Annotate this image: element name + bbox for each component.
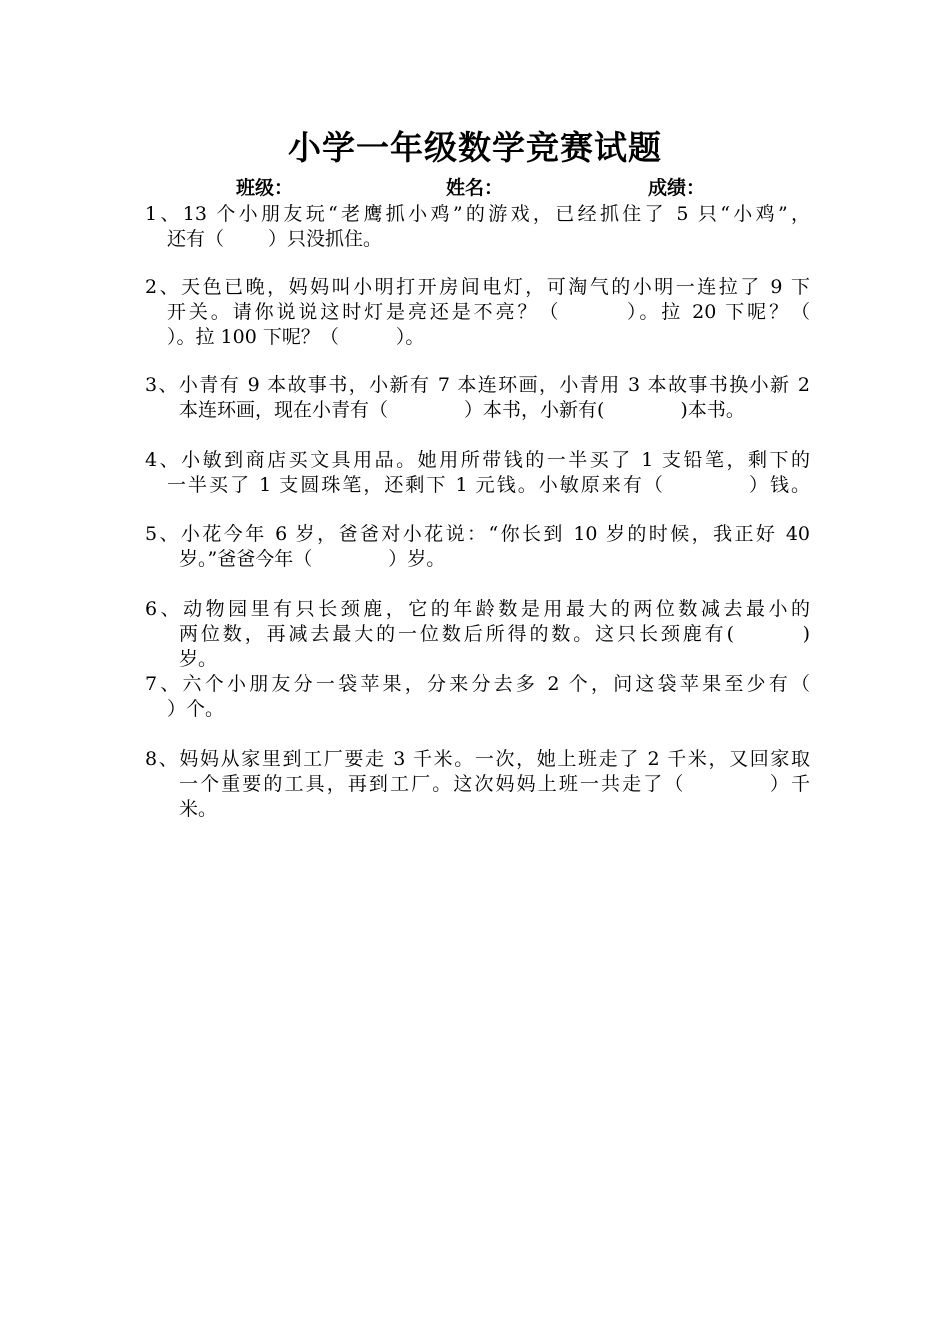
question-3: [145, 373, 810, 423]
question-1: [145, 202, 810, 252]
question-7-line-2: ）个。: [167, 698, 225, 720]
question-2-line-2: 开关。请你说说这时灯是亮还是不亮？（ ）。拉 20 下呢？（: [167, 301, 810, 323]
question-1-line-1: 1、13 个小朋友玩“老鹰抓小鸡”的游戏，已经抓住了 5 只“小鸡”，: [145, 203, 810, 225]
question-1-line-2: 还有（ ）只没抓住。: [167, 228, 383, 250]
question-5-line-2: 岁。”爸爸今年（ ）岁。: [179, 548, 446, 570]
question-5-line-1: 5、小花今年 6 岁，爸爸对小花说：“你长到 10 岁的时候，我正好 40: [145, 523, 810, 545]
question-8: [145, 747, 810, 822]
question-6-line-1: 6、动物园里有只长颈鹿，它的年龄数是用最大的两位数减去最小的: [145, 598, 810, 620]
name-label: 姓名：: [446, 177, 504, 199]
question-2: [145, 275, 810, 350]
question-6-line-3: 岁。: [179, 648, 218, 670]
question-2-line-1: 2、天色已晚，妈妈叫小明打开房间电灯，可淘气的小明一连拉了 9 下: [145, 276, 810, 298]
question-8-line-1: 8、妈妈从家里到工厂要走 3 千米。一次，她上班走了 2 千米，又回家取: [145, 748, 810, 770]
question-7-line-1: 7、六个小朋友分一袋苹果，分来分去多 2 个，问这袋苹果至少有（: [145, 673, 810, 695]
question-6: [145, 597, 810, 672]
question-5: [145, 522, 810, 572]
question-8-line-3: 米。: [179, 798, 218, 820]
question-4-line-2: 一半买了 1 支圆珠笔，还剩下 1 元钱。小敏原来有（ ）钱。: [167, 474, 810, 496]
question-4-line-1: 4、小敏到商店买文具用品。她用所带钱的一半买了 1 支铅笔，剩下的: [145, 449, 810, 471]
page-title: 小学一年级数学竞赛试题: [288, 128, 662, 167]
question-7: [145, 672, 810, 722]
class-label: 班级：: [236, 177, 294, 199]
question-4: [145, 448, 810, 498]
question-3-line-1: 3、小青有 9 本故事书，小新有 7 本连环画，小青用 3 本故事书换小新 2: [145, 374, 810, 396]
question-2-line-3: ）。拉 100 下呢？（ ）。: [167, 326, 425, 348]
question-3-line-2: 本连环画，现在小青有（ ）本书，小新有( )本书。: [179, 399, 745, 421]
question-8-line-2: 一个重要的工具，再到工厂。这次妈妈上班一共走了（ ）千: [179, 773, 810, 795]
question-6-line-2: 两位数，再减去最大的一位数后所得的数。这只长颈鹿有( ): [179, 623, 810, 645]
score-label: 成绩：: [648, 177, 706, 199]
